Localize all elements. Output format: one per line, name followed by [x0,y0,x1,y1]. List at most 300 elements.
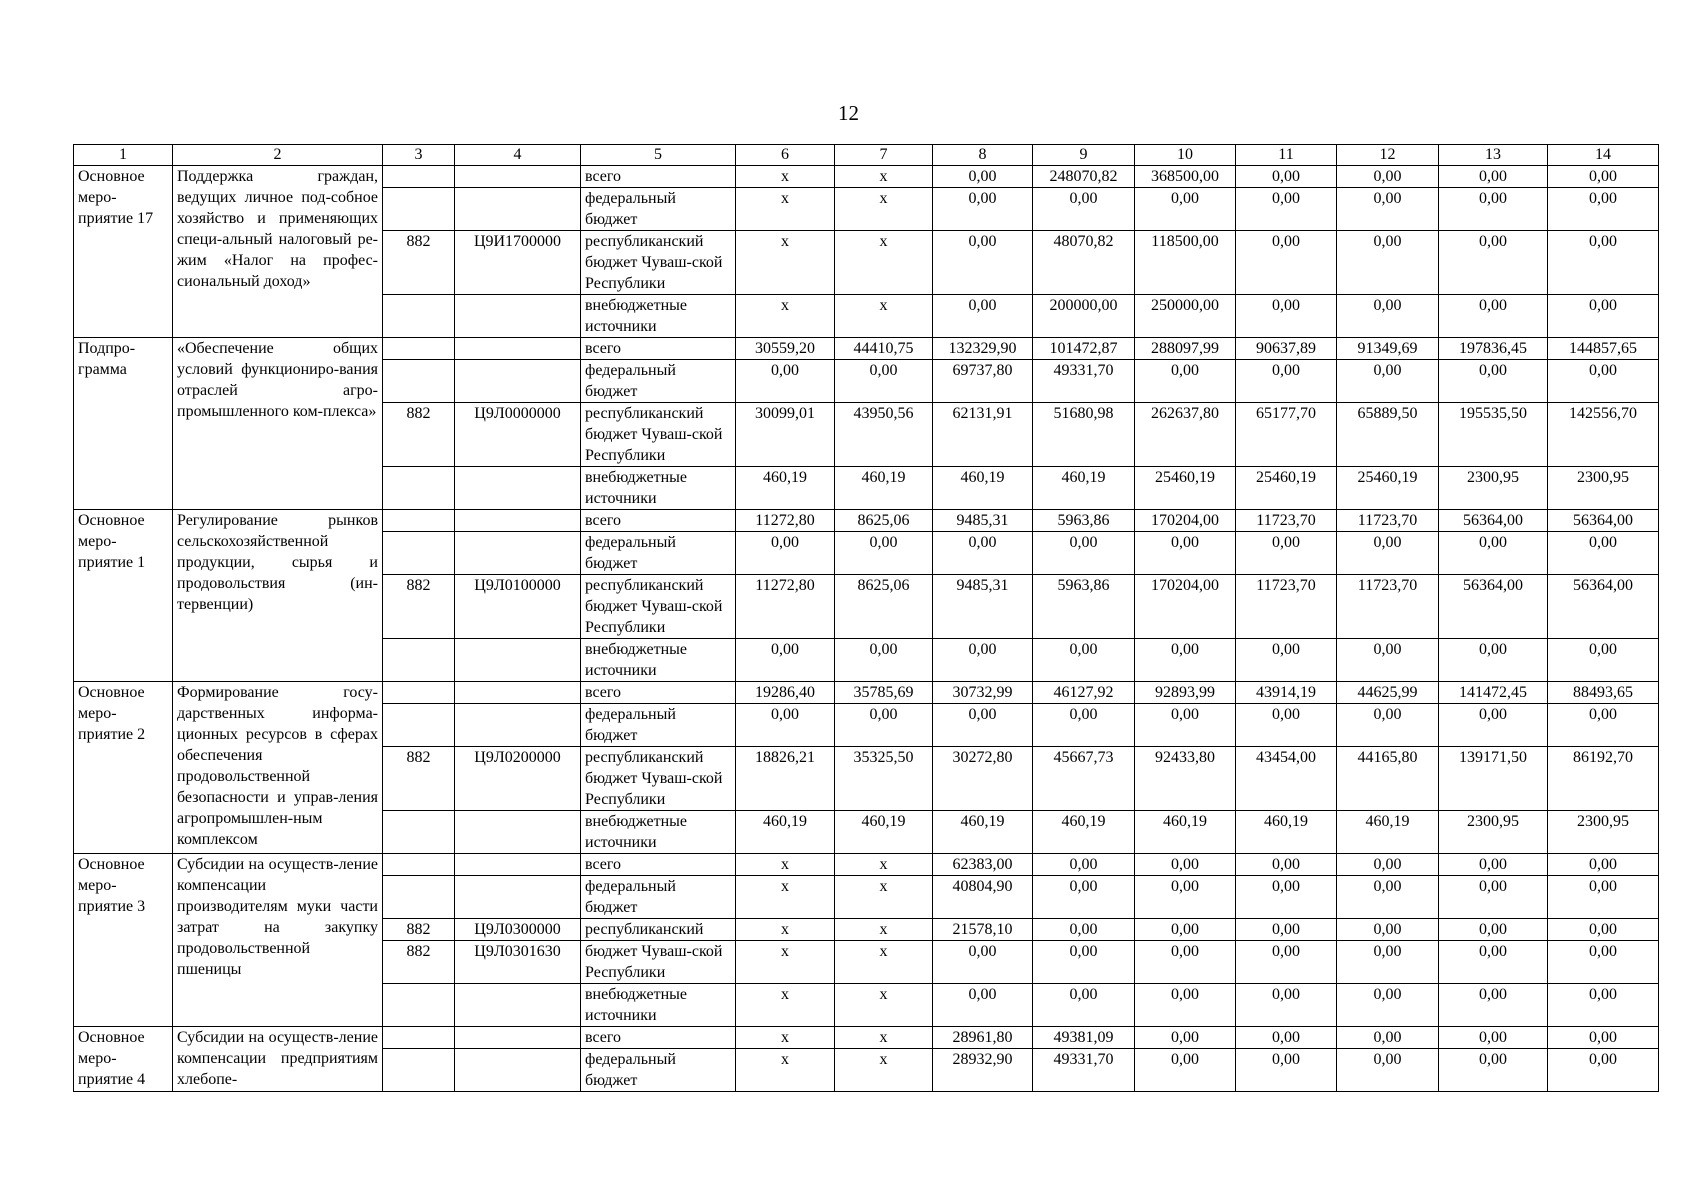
amount-cell: 0,00 [1337,639,1439,682]
amount-cell: 30272,80 [933,747,1033,811]
header-cell: 11 [1236,145,1337,166]
amount-cell: 44625,99 [1337,682,1439,704]
amount-cell: 0,00 [1135,532,1236,575]
amount-cell: 0,00 [736,360,835,403]
amount-cell: 91349,69 [1337,338,1439,360]
amount-cell: 0,00 [1135,941,1236,984]
admin-code-cell [383,811,455,854]
event-name-cell: Поддержка граждан, ведущих личное под-собное хозяйство и применяющих специ-альный налоговый ре-жим «Налог на профес-сиональный доход» [173,166,383,338]
event-status-cell: Подпро-грамма [74,338,173,510]
admin-code-cell [383,876,455,919]
header-cell: 7 [835,145,933,166]
amount-cell: 8625,06 [835,510,933,532]
funding-source-cell: федеральный бюджет [581,532,736,575]
budget-code-cell: Ц9Л0000000 [455,403,581,467]
amount-cell: 5963,86 [1033,510,1135,532]
amount-cell: 2300,95 [1439,467,1548,510]
amount-cell: 0,00 [1135,876,1236,919]
amount-cell: 0,00 [1548,295,1659,338]
header-cell: 14 [1548,145,1659,166]
admin-code-cell [383,1049,455,1092]
budget-code-cell [455,854,581,876]
amount-cell: 0,00 [1135,704,1236,747]
amount-cell: 62383,00 [933,854,1033,876]
admin-code-cell: 882 [383,747,455,811]
amount-cell: 0,00 [1135,188,1236,231]
funding-source-cell: внебюджетные источники [581,639,736,682]
amount-cell: 0,00 [1548,919,1659,941]
amount-cell: 86192,70 [1548,747,1659,811]
admin-code-cell [383,360,455,403]
budget-code-cell [455,682,581,704]
amount-cell: 56364,00 [1439,575,1548,639]
amount-cell: х [736,231,835,295]
amount-cell: 2300,95 [1548,467,1659,510]
funding-source-cell: федеральный бюджет [581,876,736,919]
budget-table [73,144,1659,1092]
amount-cell: 0,00 [835,532,933,575]
amount-cell: 0,00 [1439,854,1548,876]
amount-cell: 0,00 [1236,919,1337,941]
budget-code-cell [455,532,581,575]
amount-cell: 0,00 [1236,876,1337,919]
amount-cell: 56364,00 [1548,575,1659,639]
admin-code-cell [383,639,455,682]
amount-cell: 9485,31 [933,510,1033,532]
amount-cell: 28961,80 [933,1027,1033,1049]
amount-cell: 0,00 [1548,166,1659,188]
amount-cell: х [835,919,933,941]
amount-cell: 460,19 [835,467,933,510]
amount-cell: 139171,50 [1439,747,1548,811]
amount-cell: 35325,50 [835,747,933,811]
table-row [74,338,1659,360]
amount-cell: 460,19 [736,467,835,510]
amount-cell: 0,00 [1033,639,1135,682]
table-body [74,145,1659,1092]
funding-source-cell: республиканский бюджет Чуваш-ской Республики [581,231,736,295]
amount-cell: 69737,80 [933,360,1033,403]
funding-source-cell: всего [581,1027,736,1049]
amount-cell: 49381,09 [1033,1027,1135,1049]
event-name-cell: Регулирование рынков сельскохозяйственной продукции, сырья и продовольствия (ин-тервенции) [173,510,383,682]
amount-cell: 0,00 [1548,984,1659,1027]
amount-cell: 0,00 [1439,295,1548,338]
amount-cell: 0,00 [1033,704,1135,747]
amount-cell: 30559,20 [736,338,835,360]
budget-code-cell: Ц9Л0300000 [455,919,581,941]
amount-cell: 0,00 [1033,919,1135,941]
table-row [74,682,1659,704]
amount-cell: 0,00 [1337,295,1439,338]
amount-cell: 0,00 [1439,919,1548,941]
amount-cell: 0,00 [1337,360,1439,403]
header-cell: 1 [74,145,173,166]
header-row [74,145,1659,166]
amount-cell: 0,00 [1439,231,1548,295]
amount-cell: 0,00 [1337,188,1439,231]
amount-cell: 28932,90 [933,1049,1033,1092]
admin-code-cell: 882 [383,575,455,639]
amount-cell: 0,00 [1548,360,1659,403]
budget-code-cell [455,166,581,188]
amount-cell: 40804,90 [933,876,1033,919]
amount-cell: 195535,50 [1439,403,1548,467]
amount-cell: 460,19 [933,467,1033,510]
amount-cell: 170204,00 [1135,510,1236,532]
event-name-cell: Формирование госу-дарственных информа-ционных ресурсов в сферах обеспечения продовольственной безопасности и управ-ления агропромышлен-ным комплексом [173,682,383,854]
amount-cell: 460,19 [736,811,835,854]
budget-code-cell: Ц9Л0301630 [455,941,581,984]
table-row [74,510,1659,532]
amount-cell: 0,00 [1439,532,1548,575]
amount-cell: 0,00 [1033,984,1135,1027]
header-cell: 13 [1439,145,1548,166]
amount-cell: х [835,1027,933,1049]
amount-cell: 49331,70 [1033,360,1135,403]
amount-cell: 0,00 [933,295,1033,338]
amount-cell: 0,00 [1439,166,1548,188]
admin-code-cell [383,338,455,360]
amount-cell: 0,00 [1337,984,1439,1027]
amount-cell: х [835,1049,933,1092]
amount-cell: 44165,80 [1337,747,1439,811]
header-cell: 2 [173,145,383,166]
amount-cell: 0,00 [1033,188,1135,231]
amount-cell: 0,00 [1236,166,1337,188]
amount-cell: 92433,80 [1135,747,1236,811]
amount-cell: 0,00 [933,941,1033,984]
amount-cell: 0,00 [1135,360,1236,403]
amount-cell: х [736,1027,835,1049]
amount-cell: 0,00 [1548,854,1659,876]
amount-cell: 18826,21 [736,747,835,811]
amount-cell: 0,00 [1135,1049,1236,1092]
amount-cell: 11723,70 [1337,510,1439,532]
amount-cell: 2300,95 [1439,811,1548,854]
admin-code-cell [383,704,455,747]
amount-cell: 460,19 [1033,811,1135,854]
amount-cell: х [736,1049,835,1092]
amount-cell: 48070,82 [1033,231,1135,295]
amount-cell: 25460,19 [1135,467,1236,510]
amount-cell: 92893,99 [1135,682,1236,704]
amount-cell: 0,00 [1548,704,1659,747]
amount-cell: 0,00 [1135,639,1236,682]
admin-code-cell [383,295,455,338]
header-cell: 3 [383,145,455,166]
amount-cell: 0,00 [1548,1027,1659,1049]
amount-cell: 0,00 [933,704,1033,747]
amount-cell: 0,00 [835,704,933,747]
amount-cell: 0,00 [1337,166,1439,188]
amount-cell: 0,00 [1236,532,1337,575]
amount-cell: 0,00 [1236,854,1337,876]
amount-cell: х [835,984,933,1027]
amount-cell: 0,00 [1439,984,1548,1027]
budget-code-cell [455,876,581,919]
amount-cell: 0,00 [933,639,1033,682]
amount-cell: 250000,00 [1135,295,1236,338]
admin-code-cell [383,166,455,188]
amount-cell: х [835,188,933,231]
amount-cell: 460,19 [933,811,1033,854]
admin-code-cell [383,188,455,231]
amount-cell: 43950,56 [835,403,933,467]
amount-cell: 142556,70 [1548,403,1659,467]
amount-cell: 248070,82 [1033,166,1135,188]
header-cell: 9 [1033,145,1135,166]
budget-code-cell [455,639,581,682]
amount-cell: 19286,40 [736,682,835,704]
amount-cell: 0,00 [1135,1027,1236,1049]
funding-source-cell: всего [581,682,736,704]
event-name-cell: Субсидии на осуществ-ление компенсации предприятиям хлебопе- [173,1027,383,1092]
amount-cell: 25460,19 [1236,467,1337,510]
amount-cell: 0,00 [1439,941,1548,984]
amount-cell: 9485,31 [933,575,1033,639]
amount-cell: 0,00 [1135,854,1236,876]
amount-cell: 0,00 [1135,919,1236,941]
amount-cell: 2300,95 [1548,811,1659,854]
amount-cell: 0,00 [1439,704,1548,747]
amount-cell: 49331,70 [1033,1049,1135,1092]
amount-cell: х [835,876,933,919]
header-cell: 4 [455,145,581,166]
amount-cell: 11723,70 [1337,575,1439,639]
amount-cell: 30732,99 [933,682,1033,704]
amount-cell: 288097,99 [1135,338,1236,360]
amount-cell: х [736,876,835,919]
amount-cell: 460,19 [1337,811,1439,854]
event-name-cell: Субсидии на осуществ-ление компенсации производителям муки части затрат на закупку продовольственной пшеницы [173,854,383,1027]
budget-code-cell [455,360,581,403]
amount-cell: 5963,86 [1033,575,1135,639]
funding-source-cell: всего [581,854,736,876]
amount-cell: х [835,854,933,876]
amount-cell: 8625,06 [835,575,933,639]
amount-cell: 56364,00 [1439,510,1548,532]
amount-cell: 0,00 [933,532,1033,575]
event-status-cell: Основное меро-приятие 17 [74,166,173,338]
event-status-cell: Основное меро-приятие 3 [74,854,173,1027]
amount-cell: 0,00 [1337,941,1439,984]
amount-cell: 144857,65 [1548,338,1659,360]
budget-code-cell [455,467,581,510]
admin-code-cell: 882 [383,231,455,295]
admin-code-cell [383,532,455,575]
amount-cell: 0,00 [1236,231,1337,295]
admin-code-cell [383,467,455,510]
amount-cell: 0,00 [933,984,1033,1027]
amount-cell: 0,00 [1337,854,1439,876]
table-row [74,854,1659,876]
amount-cell: 44410,75 [835,338,933,360]
amount-cell: 262637,80 [1135,403,1236,467]
amount-cell: 0,00 [1439,360,1548,403]
amount-cell: 0,00 [1033,941,1135,984]
amount-cell: 0,00 [1033,876,1135,919]
event-status-cell: Основное меро-приятие 4 [74,1027,173,1092]
amount-cell: 0,00 [736,704,835,747]
budget-code-cell [455,704,581,747]
admin-code-cell: 882 [383,403,455,467]
amount-cell: 132329,90 [933,338,1033,360]
funding-source-cell: республиканский бюджет Чуваш-ской Республики [581,403,736,467]
amount-cell: 0,00 [1236,984,1337,1027]
event-name-cell: «Обеспечение общих условий функциониро-вания отраслей агро-промышленного ком-плекса» [173,338,383,510]
amount-cell: х [736,854,835,876]
amount-cell: х [835,231,933,295]
amount-cell: 0,00 [1337,231,1439,295]
amount-cell: 0,00 [1236,188,1337,231]
amount-cell: 0,00 [1236,1027,1337,1049]
amount-cell: х [736,295,835,338]
event-status-cell: Основное меро-приятие 1 [74,510,173,682]
amount-cell: 90637,89 [1236,338,1337,360]
amount-cell: 30099,01 [736,403,835,467]
amount-cell: х [736,166,835,188]
amount-cell: 141472,45 [1439,682,1548,704]
admin-code-cell [383,1027,455,1049]
amount-cell: 21578,10 [933,919,1033,941]
funding-source-cell: республиканский [581,919,736,941]
budget-code-cell [455,811,581,854]
amount-cell: 0,00 [1548,188,1659,231]
budget-code-cell [455,984,581,1027]
budget-code-cell: Ц9Л0200000 [455,747,581,811]
amount-cell: 0,00 [1236,360,1337,403]
table-row [74,166,1659,188]
amount-cell: 0,00 [835,639,933,682]
funding-source-cell: всего [581,338,736,360]
amount-cell: 0,00 [1439,876,1548,919]
funding-source-cell: всего [581,166,736,188]
amount-cell: 0,00 [1548,1049,1659,1092]
amount-cell: 0,00 [1236,1049,1337,1092]
amount-cell: х [835,166,933,188]
amount-cell: 170204,00 [1135,575,1236,639]
admin-code-cell: 882 [383,919,455,941]
amount-cell: 0,00 [933,231,1033,295]
amount-cell: 460,19 [835,811,933,854]
amount-cell: 0,00 [1548,639,1659,682]
amount-cell: х [736,919,835,941]
amount-cell: 11272,80 [736,575,835,639]
amount-cell: 118500,00 [1135,231,1236,295]
header-cell: 6 [736,145,835,166]
amount-cell: 0,00 [933,166,1033,188]
amount-cell: 0,00 [1548,532,1659,575]
amount-cell: 0,00 [1337,532,1439,575]
funding-source-cell: республиканский бюджет Чуваш-ской Республики [581,575,736,639]
amount-cell: 65889,50 [1337,403,1439,467]
amount-cell: 0,00 [1236,639,1337,682]
budget-code-cell [455,188,581,231]
amount-cell: 0,00 [1337,704,1439,747]
amount-cell: 197836,45 [1439,338,1548,360]
amount-cell: 35785,69 [835,682,933,704]
amount-cell: 25460,19 [1337,467,1439,510]
budget-code-cell: Ц9Л0100000 [455,575,581,639]
amount-cell: 62131,91 [933,403,1033,467]
amount-cell: 0,00 [1337,876,1439,919]
amount-cell: 0,00 [1033,854,1135,876]
budget-code-cell [455,338,581,360]
amount-cell: 0,00 [1337,1049,1439,1092]
amount-cell: 460,19 [1236,811,1337,854]
amount-cell: 0,00 [1033,532,1135,575]
amount-cell: 46127,92 [1033,682,1135,704]
amount-cell: 11723,70 [1236,575,1337,639]
amount-cell: 101472,87 [1033,338,1135,360]
funding-source-cell: внебюджетные источники [581,984,736,1027]
budget-code-cell [455,510,581,532]
amount-cell: 88493,65 [1548,682,1659,704]
funding-source-cell: бюджет Чуваш-ской Республики [581,941,736,984]
amount-cell: 56364,00 [1548,510,1659,532]
amount-cell: х [736,941,835,984]
amount-cell: 0,00 [1439,1027,1548,1049]
page-number: 12 [838,101,859,125]
funding-source-cell: республиканский бюджет Чуваш-ской Республики [581,747,736,811]
amount-cell: 51680,98 [1033,403,1135,467]
amount-cell: 0,00 [736,639,835,682]
funding-source-cell: федеральный бюджет [581,360,736,403]
amount-cell: 0,00 [1236,295,1337,338]
admin-code-cell [383,984,455,1027]
amount-cell: 0,00 [1337,1027,1439,1049]
header-cell: 8 [933,145,1033,166]
amount-cell: 65177,70 [1236,403,1337,467]
admin-code-cell [383,682,455,704]
amount-cell: 0,00 [736,532,835,575]
amount-cell: 0,00 [1337,919,1439,941]
funding-source-cell: всего [581,510,736,532]
amount-cell: х [835,295,933,338]
event-status-cell: Основное меро-приятие 2 [74,682,173,854]
amount-cell: 0,00 [933,188,1033,231]
funding-source-cell: внебюджетные источники [581,467,736,510]
header-cell: 10 [1135,145,1236,166]
amount-cell: 0,00 [1548,876,1659,919]
funding-source-cell: федеральный бюджет [581,1049,736,1092]
amount-cell: 45667,73 [1033,747,1135,811]
amount-cell: 43454,00 [1236,747,1337,811]
funding-source-cell: федеральный бюджет [581,704,736,747]
amount-cell: 368500,00 [1135,166,1236,188]
amount-cell: 0,00 [1439,188,1548,231]
amount-cell: 460,19 [1135,811,1236,854]
amount-cell: 0,00 [835,360,933,403]
amount-cell: 200000,00 [1033,295,1135,338]
amount-cell: 11723,70 [1236,510,1337,532]
budget-code-cell: Ц9И1700000 [455,231,581,295]
amount-cell: 0,00 [1548,941,1659,984]
amount-cell: 0,00 [1236,941,1337,984]
amount-cell: 0,00 [1135,984,1236,1027]
admin-code-cell [383,510,455,532]
amount-cell: 0,00 [1548,231,1659,295]
amount-cell: 0,00 [1439,1049,1548,1092]
funding-source-cell: внебюджетные источники [581,295,736,338]
amount-cell: 460,19 [1033,467,1135,510]
amount-cell: х [835,941,933,984]
table-row [74,1027,1659,1049]
amount-cell: х [736,984,835,1027]
amount-cell: 11272,80 [736,510,835,532]
admin-code-cell [383,854,455,876]
